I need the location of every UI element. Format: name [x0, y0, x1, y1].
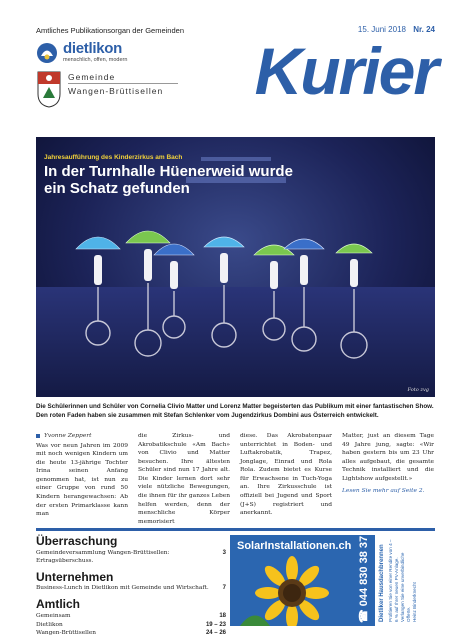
toc-row-page: 3 [222, 549, 226, 556]
article-body [36, 432, 435, 524]
toc-row [36, 621, 226, 630]
article-text-2: die Zirkus- und Akrobatikschule «Am Bach» von Clivio und Matter besuchen. Ihre ältesten Schüler sind nun 17 Jahre alt. Die Kinder lernen dort sehr viele nützliche Bewegungen, die ihnen für ihr ganzes Leben helfen werden, denn der menschliche Körper memorisiert [138, 433, 230, 525]
masthead-title: Kurier [254, 34, 437, 108]
toc-row-text: Dietlikon [36, 621, 63, 628]
toc-row [36, 584, 226, 593]
toc-row-page: 7 [222, 585, 226, 592]
performers [94, 249, 358, 289]
toc-row-text: Wangen-Brüttisellen [36, 630, 97, 637]
dietlikon-mark-icon [36, 42, 58, 64]
lead-headline: In der Turnhalle Hüenerweid wurde ein Schatz gefunden [44, 163, 293, 197]
toc-section-amtlich[interactable] [36, 598, 226, 638]
toc-section-unternehmen[interactable] [36, 571, 226, 593]
issue-date-line [358, 25, 435, 34]
gemeinde-name: Wangen-Brüttisellen [68, 86, 164, 96]
article-text-1: Was vor neun Jahren im 2009 mit noch wenigen Kindern um die heute 13-jährige Tochter Irina seinen Anfang genommen hat, ist nun zu einer Gruppe von rund 50 Kindern herangewachsen: Ab der ersten Primarklasse kann man [36, 442, 128, 518]
ad-side-panel [375, 535, 435, 626]
ad-side-line-3: Heinz Binderknecht [411, 582, 417, 622]
ad-side-text [379, 538, 418, 622]
logo-rule [68, 83, 178, 84]
gemeinde-label: Gemeinde [68, 72, 116, 82]
toc-heading: Amtlich [36, 597, 81, 612]
article-column-2 [138, 432, 230, 526]
lead-kicker: Jahresaufführung des Kinderzirkus am Bach [44, 154, 183, 161]
municipal-crest-icon [36, 70, 62, 108]
toc-heading: Unternehmen [36, 569, 114, 584]
toc-row-text: Gemeinsam [36, 612, 71, 619]
toc-row [36, 629, 226, 638]
toc-row-page: 24 – 26 [205, 630, 226, 637]
read-more-link[interactable]: Lesen Sie mehr auf Seite 2. [342, 488, 425, 495]
umbrellas [76, 231, 372, 255]
dietlikon-logo [36, 40, 166, 68]
photo-credit: Foto zvg [407, 387, 429, 393]
article-text-3: diese. Das Akrobatenpaar unterrichtet in Boden- und Luftakrobatik, Trapez, Jonglage, Einrad und Rola Rola. Zudem bietet es Kurse für Erwachsene in Tuch-Yoga an. Ihre Zirkusschule ist offiziell bei Jugend und Sport (J+S) registriert und anerkannt. [240, 433, 332, 517]
lead-photo [36, 137, 435, 397]
author-byline: Yvonne Zeppert [36, 432, 128, 441]
article-column-3 [240, 432, 332, 518]
publication-organ-line: Amtliches Publikationsorgan der Gemeinden [36, 26, 184, 35]
table-of-contents [36, 535, 226, 640]
issue-date: 15. Juni 2018 [357, 25, 406, 34]
dietlikon-wordmark: dietlikon [63, 40, 122, 57]
article-column-1 [36, 432, 128, 519]
dietlikon-tagline: menschlich, offen, modern [63, 57, 128, 63]
toc-row-page: 18 [219, 612, 226, 619]
unicycles [86, 283, 367, 358]
ad-title: SolarInstallationen.ch [237, 540, 352, 552]
toc-section-ueberraschung[interactable] [36, 535, 226, 566]
toc-heading: Überraschung [36, 534, 118, 548]
toc-row [36, 549, 226, 566]
section-divider [36, 528, 435, 531]
wangen-bruettisellen-logo [36, 70, 186, 112]
photo-caption: Die Schülerinnen und Schüler von Cornelia Clivio Matter und Lorenz Matter begeisterten das Publikum mit einer fantastischen Show. Den roten Faden haben sie zusammen mit Stefan Schlenker vom Jugendzirkus Dombini aus Österreich entwickelt. [36, 403, 434, 419]
issue-number: Nr. 24 [413, 25, 435, 34]
article-text-4: Matter, just an diesem Tage 49 Jahre jung, sagte: «Wir haben gestern bis um 23 Uhr alles aufgebaut, die gesamte Technik installiert und die Lightshow aufgestellt.» [342, 433, 434, 482]
ad-phone-number[interactable]: ☎ 044 830 38 37 [358, 535, 370, 623]
ad-side-line-1: Profitieren Sie von einer Rendite von 4 – 6 % auf Ihrer neuen PV-Anlage. [387, 539, 399, 622]
solar-advertisement[interactable] [230, 535, 435, 626]
article-column-4 [342, 432, 434, 496]
ad-side-heading: Dietliker Hausdachbrennen [379, 544, 385, 622]
toc-row-page: 19 – 23 [205, 621, 226, 628]
toc-row [36, 612, 226, 621]
toc-row-text: Gemeindeversammlung Wangen-Brüttisellen: Ertragsüberschuss. [36, 549, 170, 565]
toc-row-text: Business-Lunch in Dietlikon mit Gemeinde und Wirtschaft. [36, 585, 209, 592]
ad-side-line-2: Verlangen Sie eine unverbindliche Offerte. [399, 552, 411, 622]
